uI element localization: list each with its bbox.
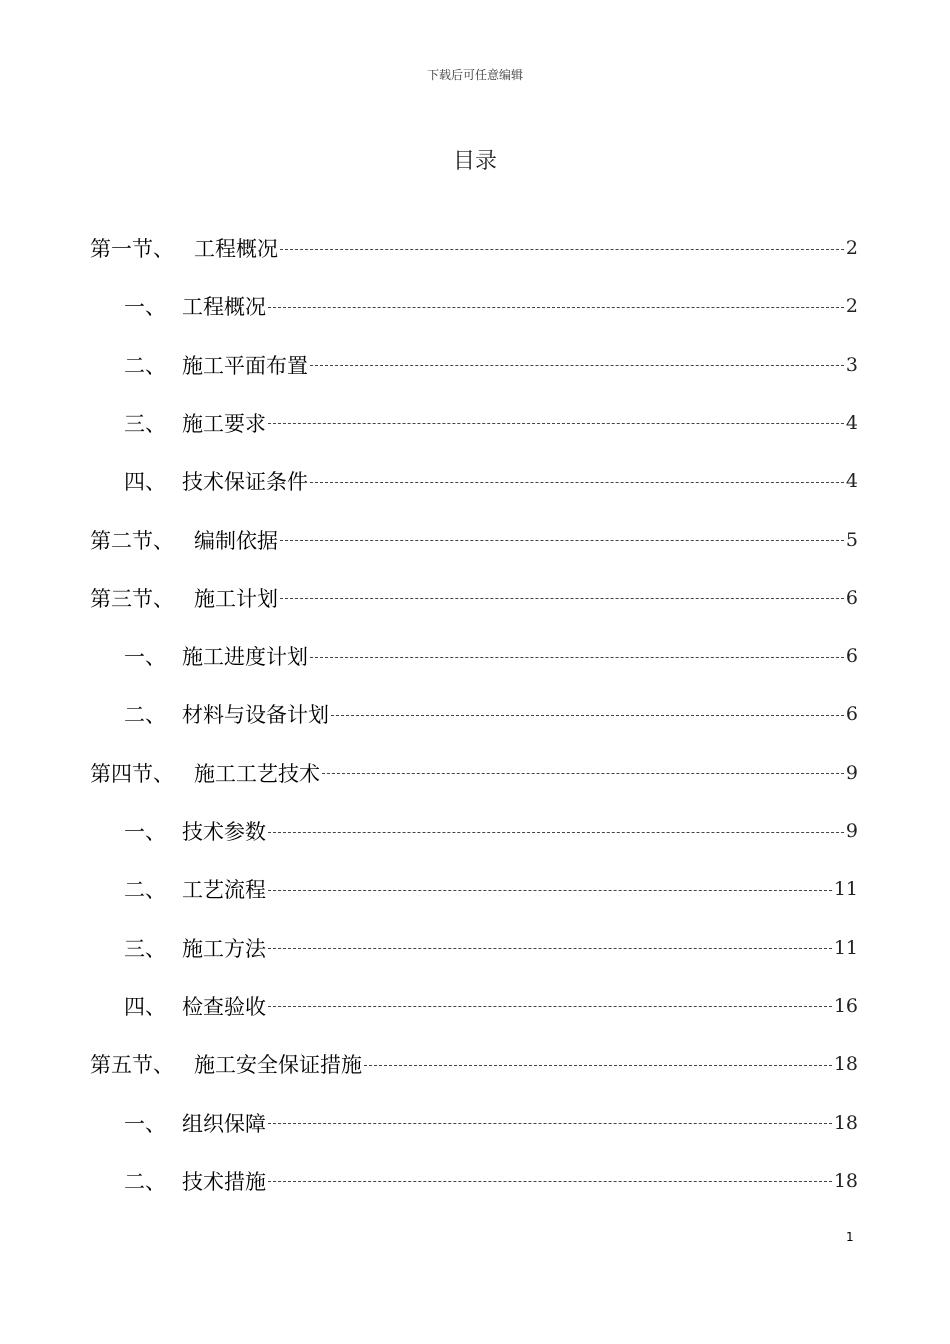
toc-entry-label <box>124 291 266 321</box>
toc-entry-page: 11 <box>833 936 858 959</box>
toc-entry-page: 2 <box>845 237 858 259</box>
toc-dot-leader <box>310 482 844 483</box>
toc-entry[interactable] <box>0 930 950 966</box>
toc-entry-label <box>124 699 329 729</box>
toc-entry-label <box>124 408 266 438</box>
toc-entry-number: 第四节、 <box>90 761 174 786</box>
toc-dot-leader <box>268 1181 832 1182</box>
toc-entry-page: 9 <box>845 761 858 784</box>
toc-entry-label <box>124 991 266 1021</box>
toc-entry-number: 四、 <box>124 470 166 495</box>
toc-entry-page: 5 <box>845 528 858 551</box>
toc-entry-page: 6 <box>845 586 858 609</box>
toc-entry-title: 施工要求 <box>182 411 266 436</box>
toc-entry-page: 18 <box>833 1169 858 1192</box>
toc-dot-leader <box>280 540 844 541</box>
toc-entry-number: 三、 <box>124 411 166 436</box>
toc-entry-page: 6 <box>845 645 858 668</box>
toc-entry-label <box>124 466 308 496</box>
toc-entry[interactable] <box>0 522 950 558</box>
toc-entry-title: 施工平面布置 <box>182 353 308 378</box>
toc-entry[interactable] <box>0 755 950 791</box>
toc-entry[interactable] <box>0 1105 950 1141</box>
toc-entry[interactable] <box>0 871 950 907</box>
toc-entry-number: 一、 <box>124 1111 166 1136</box>
toc-entry-title: 工程概况 <box>194 237 278 261</box>
toc-entry[interactable] <box>0 347 950 383</box>
toc-entry-title: 检查验收 <box>182 994 266 1019</box>
toc-entry-title: 技术保证条件 <box>182 470 308 495</box>
toc-entry-number: 一、 <box>124 295 166 320</box>
toc-entry-label <box>124 1108 266 1138</box>
toc-entry-page: 6 <box>845 703 858 726</box>
toc-entry-title: 材料与设备计划 <box>182 703 329 728</box>
toc-entry-page: 4 <box>845 470 858 493</box>
toc-entry-title: 技术措施 <box>182 1169 266 1194</box>
toc-dot-leader <box>268 948 832 949</box>
toc-entry-number: 二、 <box>124 878 166 903</box>
toc-entry-page: 18 <box>833 1053 858 1076</box>
toc-dot-leader <box>268 307 844 308</box>
toc-entry[interactable] <box>0 813 950 849</box>
toc-entry[interactable] <box>0 988 950 1024</box>
toc-entry-page: 11 <box>833 878 858 901</box>
toc-dot-leader <box>322 773 844 774</box>
toc-entry-label <box>90 233 278 263</box>
toc-dot-leader <box>280 249 844 250</box>
toc-entry-number: 第五节、 <box>90 1053 174 1078</box>
toc-entry-number: 三、 <box>124 936 166 961</box>
toc-entry-title: 技术参数 <box>182 820 266 844</box>
toc-entry-label <box>124 933 266 963</box>
toc-entry-number: 第二节、 <box>90 528 174 553</box>
toc-entry-title: 施工计划 <box>194 586 278 611</box>
toc-entry-title: 工艺流程 <box>182 878 266 903</box>
toc-entry[interactable] <box>0 580 950 616</box>
toc-entry[interactable] <box>0 230 950 266</box>
toc-entry-label <box>124 874 266 904</box>
toc-entry[interactable] <box>0 1046 950 1082</box>
toc-entry-label <box>90 583 278 613</box>
toc-entry-title: 施工工艺技术 <box>194 761 320 786</box>
toc-dot-leader <box>268 423 844 424</box>
toc-entry[interactable] <box>0 696 950 732</box>
toc-entry-title: 施工方法 <box>182 936 266 961</box>
toc-entry-number: 一、 <box>124 645 166 670</box>
page-number: 1 <box>846 1230 854 1244</box>
page-title: 目录 <box>452 149 497 174</box>
toc-entry-page: 3 <box>845 353 858 376</box>
toc-entry-title: 施工安全保证措施 <box>194 1053 362 1078</box>
toc-dot-leader <box>364 1065 832 1066</box>
toc-entry-label <box>124 641 308 671</box>
header-note: 下载后可任意编辑 <box>426 68 523 82</box>
toc-dot-leader <box>268 1123 832 1124</box>
toc-entry-label <box>90 525 278 555</box>
toc-entry-number: 第一节、 <box>90 237 174 261</box>
toc-entry-number: 二、 <box>124 1169 166 1194</box>
toc-entry[interactable] <box>0 463 950 499</box>
toc-entry-number: 二、 <box>124 703 166 728</box>
toc-entry[interactable] <box>0 638 950 674</box>
toc-entry[interactable] <box>0 405 950 441</box>
toc-entry-title: 工程概况 <box>182 295 266 320</box>
toc-dot-leader <box>268 1006 832 1007</box>
toc-entry-page: 18 <box>833 1111 858 1134</box>
toc-entry-page: 4 <box>845 411 858 434</box>
toc-entry-page: 2 <box>845 295 858 318</box>
toc-entry-number: 四、 <box>124 994 166 1019</box>
toc-dot-leader <box>280 598 844 599</box>
toc-entry[interactable] <box>0 288 950 324</box>
toc-entry-label <box>90 758 320 788</box>
toc-entry-title: 组织保障 <box>182 1111 266 1136</box>
toc-entry-label <box>90 1049 362 1079</box>
toc-entry-number: 第三节、 <box>90 586 174 611</box>
toc-dot-leader <box>268 832 844 833</box>
toc-dot-leader <box>268 890 832 891</box>
toc-dot-leader <box>310 657 844 658</box>
toc-entry-page: 9 <box>845 820 858 842</box>
toc-entry-number: 一、 <box>124 820 166 844</box>
toc-dot-leader <box>310 365 844 366</box>
toc-entry-label <box>124 350 308 380</box>
toc-entry-title: 编制依据 <box>194 528 278 553</box>
toc-entry-page: 16 <box>833 994 858 1017</box>
toc-entry-title: 施工进度计划 <box>182 645 308 670</box>
toc-entry-label <box>124 816 266 846</box>
toc-entry[interactable] <box>0 1163 950 1199</box>
toc-entry-label <box>124 1166 266 1196</box>
toc-entry-number: 二、 <box>124 353 166 378</box>
toc-dot-leader <box>331 715 844 716</box>
